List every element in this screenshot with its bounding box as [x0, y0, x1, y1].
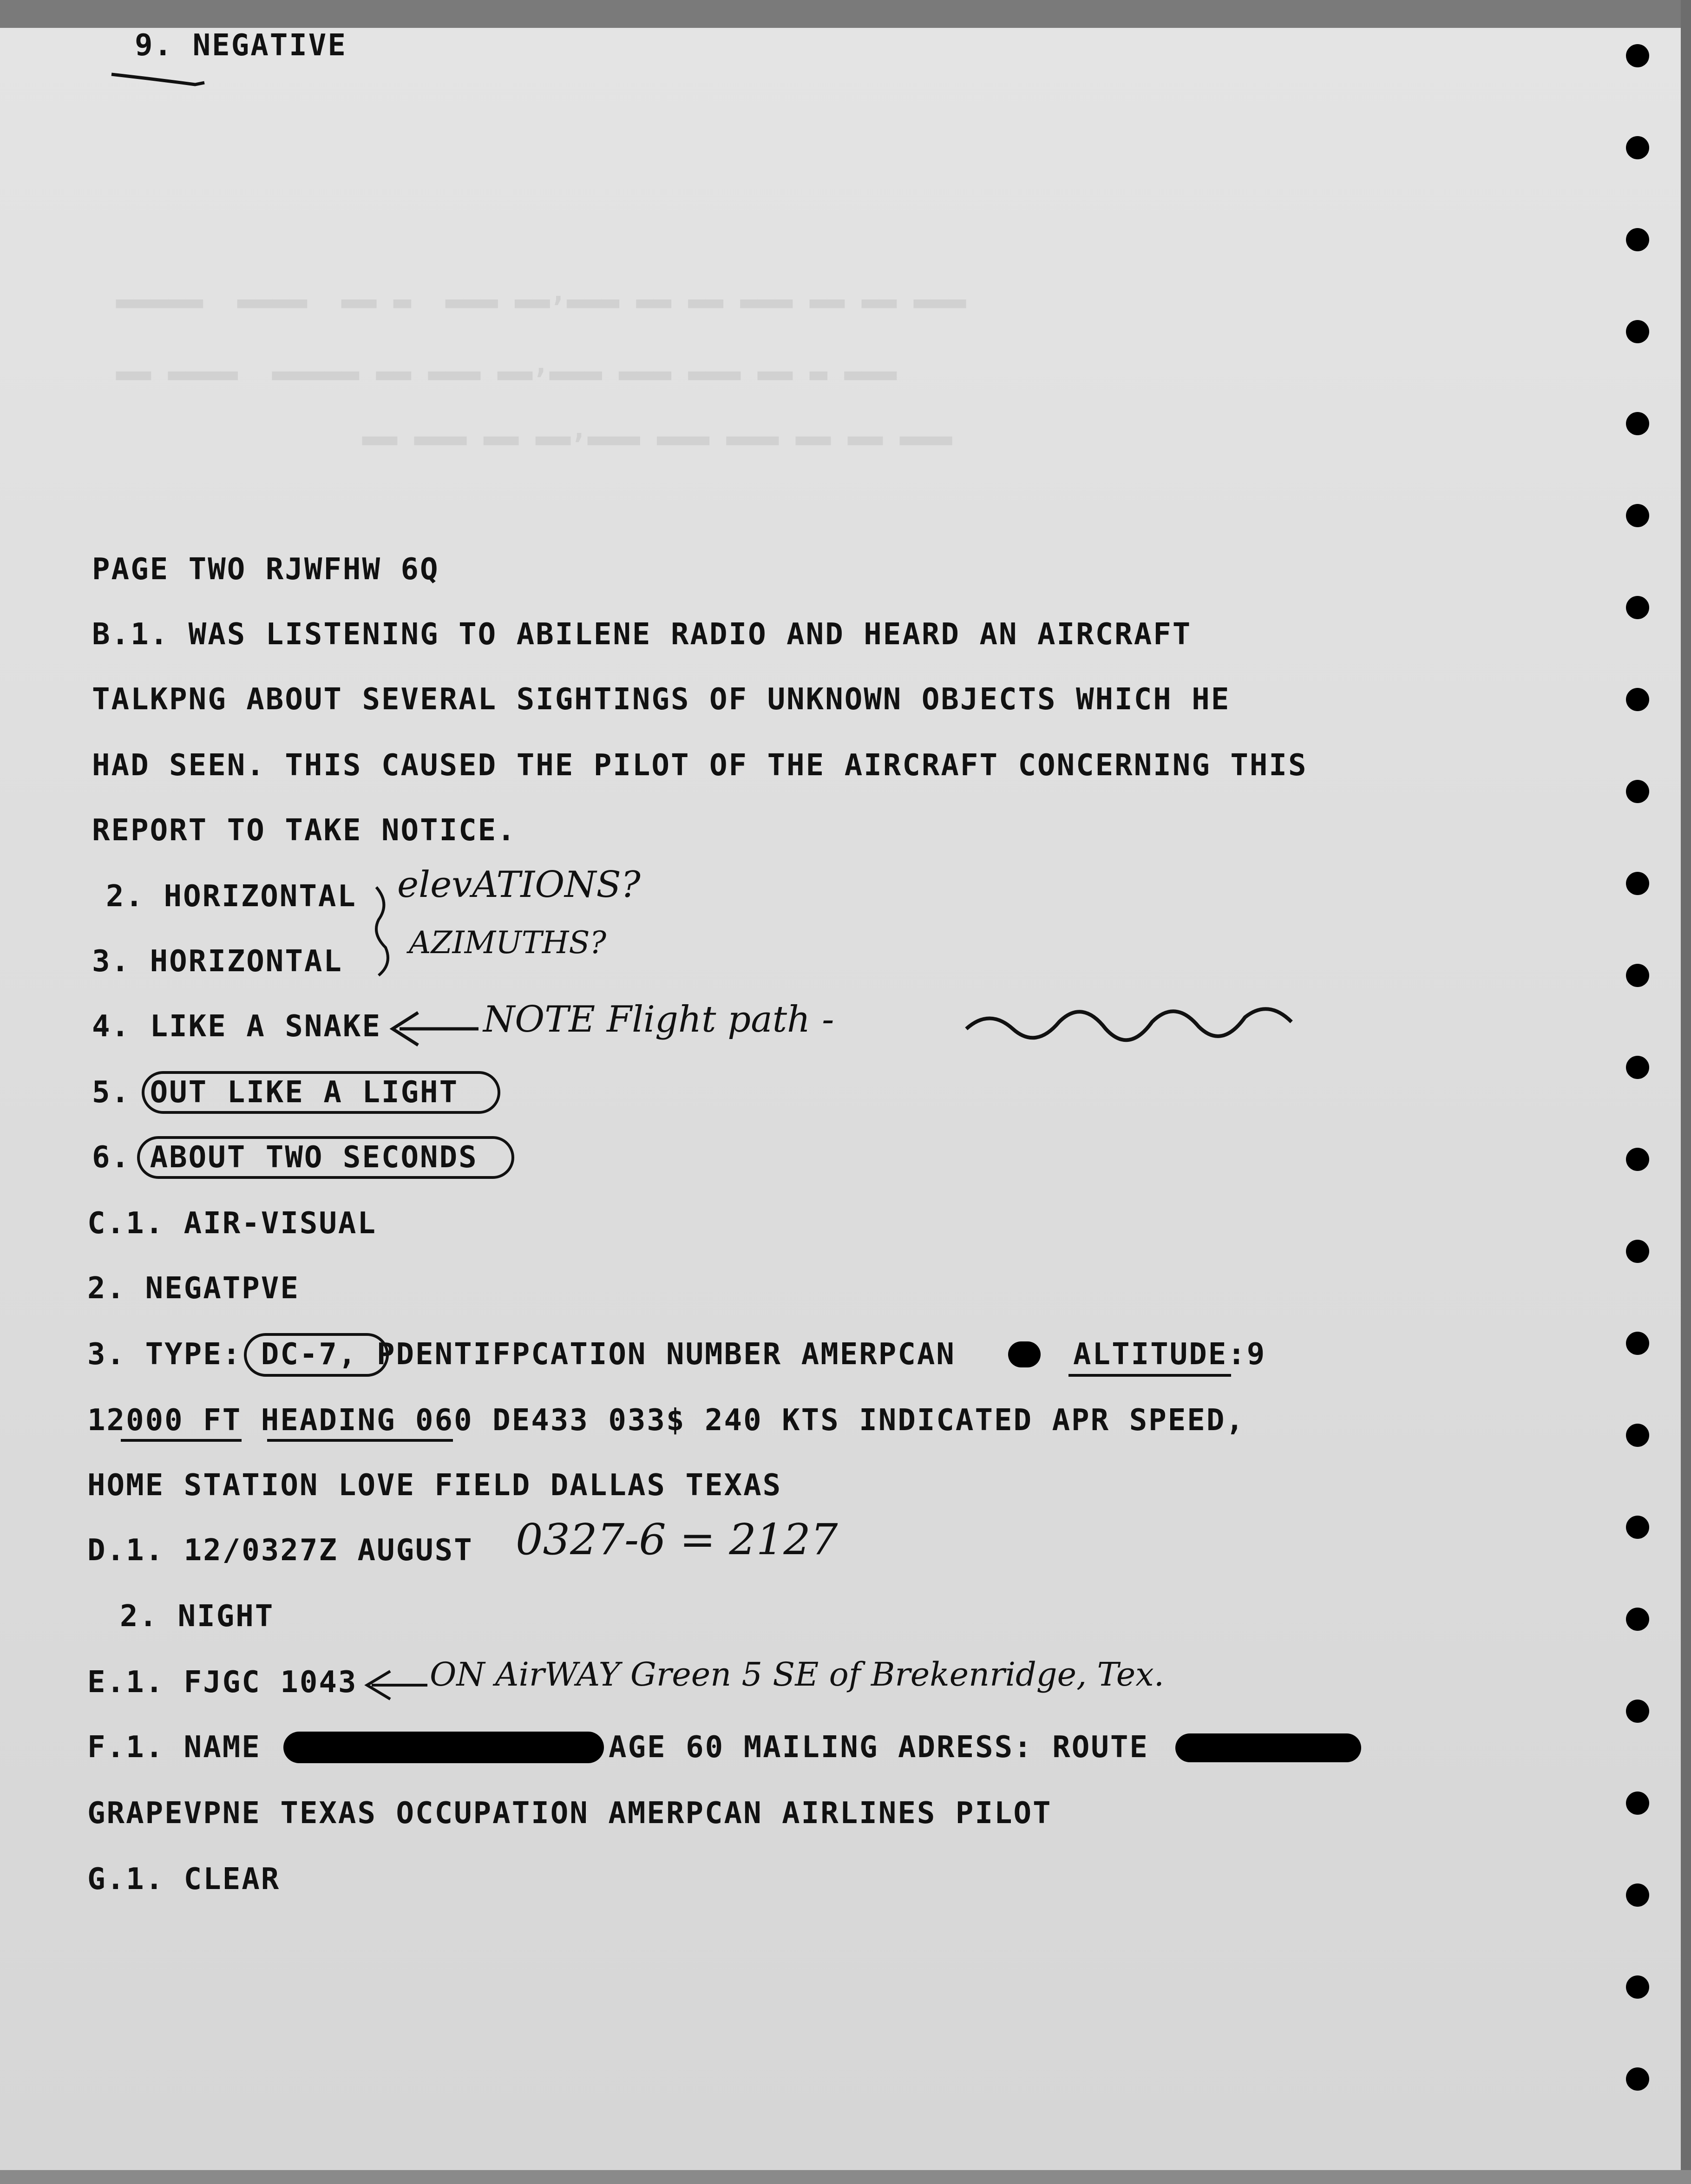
handwritten-note: ON AirWAY Green 5 SE of Brekenridge, Tex. [430, 1655, 1164, 1694]
text-line: 4. LIKE A SNAKE [92, 1009, 381, 1044]
text-line: 6. ABOUT TWO SECONDS [92, 1140, 478, 1175]
arrow-icon [393, 1013, 478, 1045]
text-line: REPORT TO TAKE NOTICE. [92, 813, 517, 848]
text-line: GRAPEVPNE TEXAS OCCUPATION AMERPCAN AIRLINES PILOT [87, 1796, 1052, 1831]
text-line: 12000 FT HEADING 060 DE433 033$ 240 KTS INDICATED APR SPEED, [87, 1403, 1245, 1438]
text-line: TALKPNG ABOUT SEVERAL SIGHTINGS OF UNKNOWN OBJECTS WHICH HE [92, 682, 1231, 717]
text-line: 2. HORIZONTAL [106, 879, 357, 914]
text-line: G.1. CLEAR [87, 1862, 281, 1896]
text-line: HAD SEEN. THIS CAUSED THE PILOT OF THE AIRCRAFT CONCERNING THIS [92, 748, 1308, 783]
text-line: B.1. WAS LISTENING TO ABILENE RADIO AND HEARD AN AIRCRAFT [92, 617, 1192, 652]
item-9-negative: 9. NEGATIVE [135, 28, 347, 63]
bleed-through-line: ▂▂▂▂▂ ▂▂▂▂ ▂▂ ▂ ▂▂▂ ▂▂,▂▂▂ ▂▂ ▂▂ ▂▂▂ ▂▂ ▂▂ ▂▂▂ [116, 274, 966, 308]
pen-underscore-stroke [111, 74, 204, 85]
text-line: AGE 60 MAILING ADRESS: ROUTE [609, 1730, 1149, 1765]
bleed-through-line: ▂▂ ▂▂▂▂ ▂▂▂▂▂ ▂▂ ▂▂▂ ▂▂,▂▂▂ ▂▂▂ ▂▂▂ ▂▂ ▂ ▂▂▂ [116, 346, 897, 380]
wavy-flight-path [966, 1009, 1291, 1040]
text-line: F.1. NAME [87, 1730, 261, 1765]
handwritten-note: AZIMUTHS? [409, 925, 606, 961]
handwritten-note: NOTE Flight path - [483, 999, 834, 1040]
handwritten-note: elevATIONS? [397, 864, 641, 906]
bleed-through-line: ▂▂ ▂▂▂ ▂▂ ▂▂,▂▂▂ ▂▂▂ ▂▂▂ ▂▂ ▂▂ ▂▂▂ [362, 411, 952, 445]
arrow-icon [367, 1671, 427, 1699]
text-line: 2. NIGHT [120, 1599, 275, 1634]
page-header: PAGE TWO RJWFHW 6Q [92, 552, 439, 587]
text-line: E.1. FJGC 1043 [87, 1665, 358, 1700]
handwritten-note: 0327-6 = 2127 [516, 1515, 838, 1564]
text-line: 3. HORIZONTAL [92, 944, 343, 979]
text-line: 5. OUT LIKE A LIGHT [92, 1075, 459, 1110]
text-line: HOME STATION LOVE FIELD DALLAS TEXAS [87, 1468, 782, 1503]
text-line: D.1. 12/0327Z AUGUST [87, 1533, 473, 1568]
text-line: C.1. AIR-VISUAL [87, 1206, 377, 1241]
text-line: 3. TYPE: DC-7, PDENTIFPCATION NUMBER AMERPCAN [87, 1337, 956, 1372]
text-line: ALTITUDE:9 [1073, 1337, 1266, 1372]
brace-mark [376, 887, 388, 975]
text-line: 2. NEGATPVE [87, 1271, 300, 1306]
